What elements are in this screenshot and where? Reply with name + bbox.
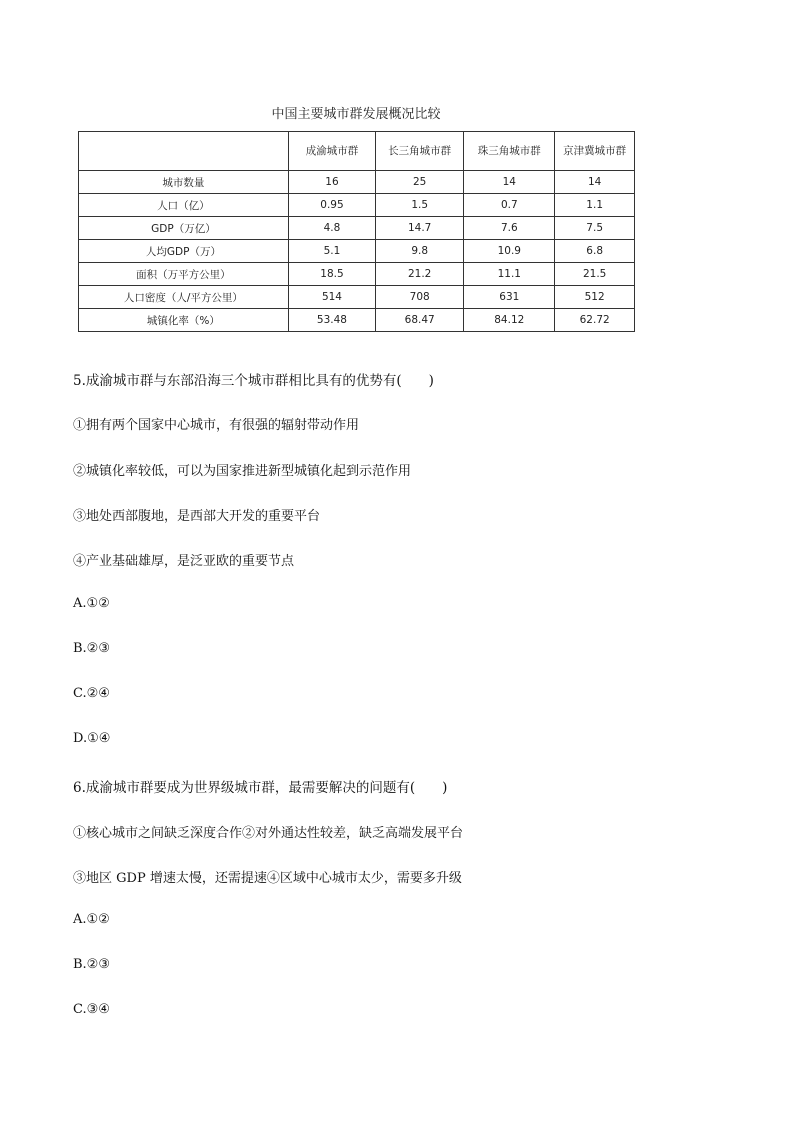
table-cell: 人均GDP（万） bbox=[79, 240, 289, 263]
table-cell: 7.6 bbox=[464, 217, 555, 240]
table-header-row bbox=[79, 132, 635, 171]
table-row bbox=[79, 263, 635, 286]
q5-option-d: D.①④ bbox=[73, 731, 111, 746]
q5-statement-4: ④产业基础雄厚，是泛亚欧的重要节点 bbox=[73, 554, 295, 569]
table-cell: 人口（亿） bbox=[79, 194, 289, 217]
city-cluster-table bbox=[78, 131, 635, 332]
q6-statement-1: ①核心城市之间缺乏深度合作②对外通达性较差，缺乏高端发展平台 bbox=[73, 826, 464, 841]
q5-statement-3: ③地处西部腹地，是西部大开发的重要平台 bbox=[73, 509, 321, 524]
table-cell: 14 bbox=[464, 171, 555, 194]
table-cell: 21.2 bbox=[376, 263, 464, 286]
table-cell: 708 bbox=[376, 286, 464, 309]
table-cell: 5.1 bbox=[288, 240, 375, 263]
question-5-stem: 5.成渝城市群与东部沿海三个城市群相比具有的优势有( ) bbox=[73, 373, 434, 389]
table-cell: GDP（万亿） bbox=[79, 217, 289, 240]
q5-option-b: B.②③ bbox=[73, 641, 110, 656]
table-cell: 16 bbox=[288, 171, 375, 194]
table-cell: 6.8 bbox=[555, 240, 635, 263]
q5-statement-1: ①拥有两个国家中心城市，有很强的辐射带动作用 bbox=[73, 418, 360, 433]
table-title: 中国主要城市群发展概况比较 bbox=[271, 107, 441, 122]
table-cell: 631 bbox=[464, 286, 555, 309]
table-row bbox=[79, 217, 635, 240]
table-row bbox=[79, 286, 635, 309]
table-row bbox=[79, 171, 635, 194]
q5-option-a: A.①② bbox=[73, 596, 110, 611]
q5-statement-2: ②城镇化率较低，可以为国家推进新型城镇化起到示范作用 bbox=[73, 464, 412, 479]
table-cell: 25 bbox=[376, 171, 464, 194]
q6-option-b: B.②③ bbox=[73, 957, 110, 972]
table-cell: 人口密度（人/平方公里） bbox=[79, 286, 289, 309]
table-cell: 1.1 bbox=[555, 194, 635, 217]
table-header-cell: 京津冀城市群 bbox=[555, 132, 635, 171]
q6-statement-2: ③地区 GDP 增速太慢，还需提速④区域中心城市太少，需要多升级 bbox=[73, 871, 462, 886]
table-header-cell: 珠三角城市群 bbox=[464, 132, 555, 171]
table-cell: 18.5 bbox=[288, 263, 375, 286]
table-cell: 512 bbox=[555, 286, 635, 309]
q6-option-a: A.①② bbox=[73, 912, 110, 927]
table-cell: 1.5 bbox=[376, 194, 464, 217]
table-cell: 11.1 bbox=[464, 263, 555, 286]
table-cell: 14 bbox=[555, 171, 635, 194]
table-cell: 4.8 bbox=[288, 217, 375, 240]
table-header-cell: 成渝城市群 bbox=[288, 132, 375, 171]
table-cell: 514 bbox=[288, 286, 375, 309]
table-cell: 14.7 bbox=[376, 217, 464, 240]
table-cell: 7.5 bbox=[555, 217, 635, 240]
table-row bbox=[79, 240, 635, 263]
table-cell: 面积（万平方公里） bbox=[79, 263, 289, 286]
table-cell: 68.47 bbox=[376, 309, 464, 332]
question-6-stem: 6.成渝城市群要成为世界级城市群，最需要解决的问题有( ) bbox=[73, 780, 448, 796]
table-cell: 0.7 bbox=[464, 194, 555, 217]
table-cell: 城市数量 bbox=[79, 171, 289, 194]
table-row bbox=[79, 309, 635, 332]
table-cell: 城镇化率（%） bbox=[79, 309, 289, 332]
q5-option-c: C.②④ bbox=[73, 686, 110, 701]
table-cell: 0.95 bbox=[288, 194, 375, 217]
table-cell: 10.9 bbox=[464, 240, 555, 263]
table-header-cell: 长三角城市群 bbox=[376, 132, 464, 171]
table-row bbox=[79, 194, 635, 217]
table-cell: 21.5 bbox=[555, 263, 635, 286]
table-cell: 9.8 bbox=[376, 240, 464, 263]
table-cell: 62.72 bbox=[555, 309, 635, 332]
table-cell: 53.48 bbox=[288, 309, 375, 332]
table-header-cell bbox=[79, 132, 289, 171]
q6-option-c: C.③④ bbox=[73, 1002, 110, 1017]
table-cell: 84.12 bbox=[464, 309, 555, 332]
